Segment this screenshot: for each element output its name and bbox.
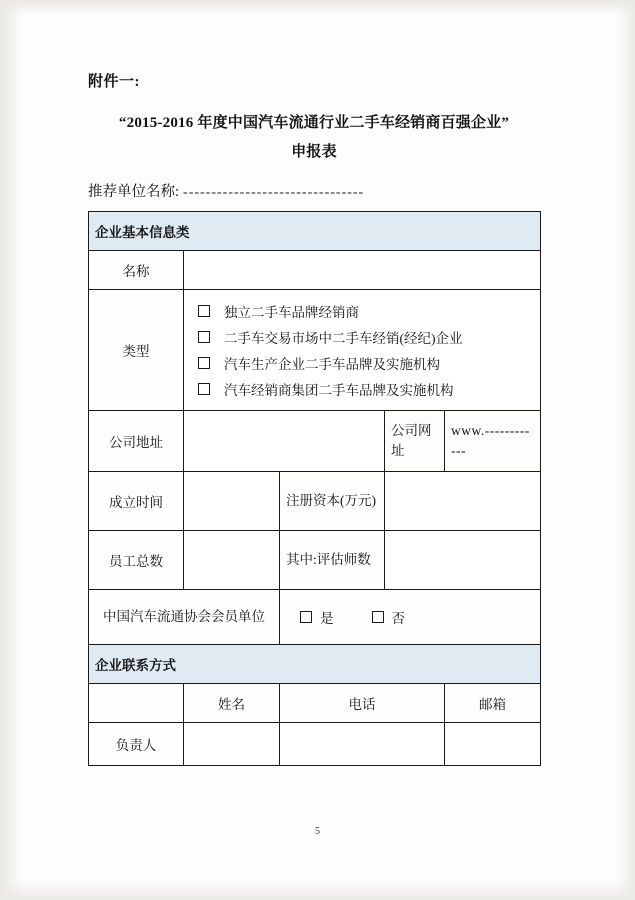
contact-header-email: 邮箱	[445, 684, 541, 723]
type-option-list	[190, 294, 534, 406]
table-row-section-contact	[89, 645, 541, 684]
membership-option-yes[interactable]	[300, 607, 334, 627]
label-company-name: 名称	[89, 251, 184, 290]
contact-col-blank	[89, 684, 184, 723]
contact-header-name: 姓名	[184, 684, 280, 723]
contact-header-phone: 电话	[280, 684, 445, 723]
table-row-contact-headers	[89, 684, 541, 723]
field-principal-email[interactable]	[445, 723, 541, 766]
table-row-address	[89, 411, 541, 472]
table-row-name	[89, 251, 541, 290]
title-line-2: 申报表	[291, 143, 337, 160]
label-employee-count: 员工总数	[89, 531, 184, 590]
field-company-name[interactable]	[184, 251, 541, 290]
type-option-3-label: 汽车生产企业二手车品牌及实施机构	[224, 357, 440, 372]
recommending-unit-input[interactable]: --------------------------------	[183, 185, 365, 200]
checkbox-icon[interactable]	[198, 331, 210, 343]
attachment-label: 附件一:	[88, 74, 140, 90]
checkbox-icon[interactable]	[198, 383, 210, 395]
table-row-founded	[89, 472, 541, 531]
checkbox-icon[interactable]	[300, 611, 312, 623]
basic-info-table	[88, 211, 541, 766]
label-appraiser-count: 其中:评估师数	[280, 531, 385, 590]
label-company-type: 类型	[89, 290, 184, 411]
field-company-address[interactable]	[184, 411, 385, 472]
membership-option-no-label: 否	[391, 611, 405, 626]
field-registered-capital[interactable]	[385, 472, 541, 531]
scan-edge-top	[0, 0, 635, 16]
field-founded-date[interactable]	[184, 472, 280, 531]
section-header-contact: 企业联系方式	[89, 645, 541, 684]
table-row-membership	[89, 590, 541, 645]
field-company-type	[184, 290, 541, 411]
table-row-section-basic	[89, 212, 541, 251]
label-registered-capital: 注册资本(万元)	[280, 472, 385, 531]
page-number: 5	[315, 826, 320, 837]
type-option-4[interactable]	[198, 376, 534, 402]
scan-edge-right	[617, 0, 635, 900]
scan-edge-left	[0, 0, 22, 900]
section-header-basic-info: 企业基本信息类	[89, 212, 541, 251]
table-row-employees	[89, 531, 541, 590]
type-option-2-label: 二手车交易市场中二手车经销(经纪)企业	[224, 331, 463, 346]
type-option-1-label: 独立二手车品牌经销商	[224, 305, 359, 320]
membership-option-no[interactable]	[372, 607, 406, 627]
recommending-unit-label: 推荐单位名称:	[88, 184, 180, 200]
field-company-website[interactable]: www.--------- ---	[445, 411, 541, 472]
checkbox-icon[interactable]	[198, 357, 210, 369]
field-association-member	[280, 590, 541, 645]
contact-row-label-principal: 负责人	[89, 723, 184, 766]
label-company-address: 公司地址	[89, 411, 184, 472]
type-option-3[interactable]	[198, 350, 534, 376]
document-title	[88, 109, 540, 166]
field-principal-phone[interactable]	[280, 723, 445, 766]
field-principal-name[interactable]	[184, 723, 280, 766]
type-option-2[interactable]	[198, 324, 534, 350]
checkbox-icon[interactable]	[372, 611, 384, 623]
scan-edge-bottom	[0, 880, 635, 900]
label-founded-date: 成立时间	[89, 472, 184, 531]
title-line-1: “2015-2016 年度中国汽车流通行业二手车经销商百强企业”	[118, 115, 510, 131]
field-appraiser-count[interactable]	[385, 531, 541, 590]
checkbox-icon[interactable]	[198, 305, 210, 317]
label-company-website: 公司网址	[385, 411, 445, 472]
recommending-unit-row	[88, 180, 540, 201]
type-option-4-label: 汽车经销商集团二手车品牌及实施机构	[224, 383, 454, 398]
type-option-1[interactable]	[198, 298, 534, 324]
field-employee-count[interactable]	[184, 531, 280, 590]
table-row-contact-person	[89, 723, 541, 766]
label-association-member: 中国汽车流通协会会员单位	[89, 590, 280, 645]
document-content	[88, 70, 540, 766]
table-row-type	[89, 290, 541, 411]
membership-option-yes-label: 是	[320, 611, 334, 626]
membership-choice-group	[286, 607, 534, 627]
